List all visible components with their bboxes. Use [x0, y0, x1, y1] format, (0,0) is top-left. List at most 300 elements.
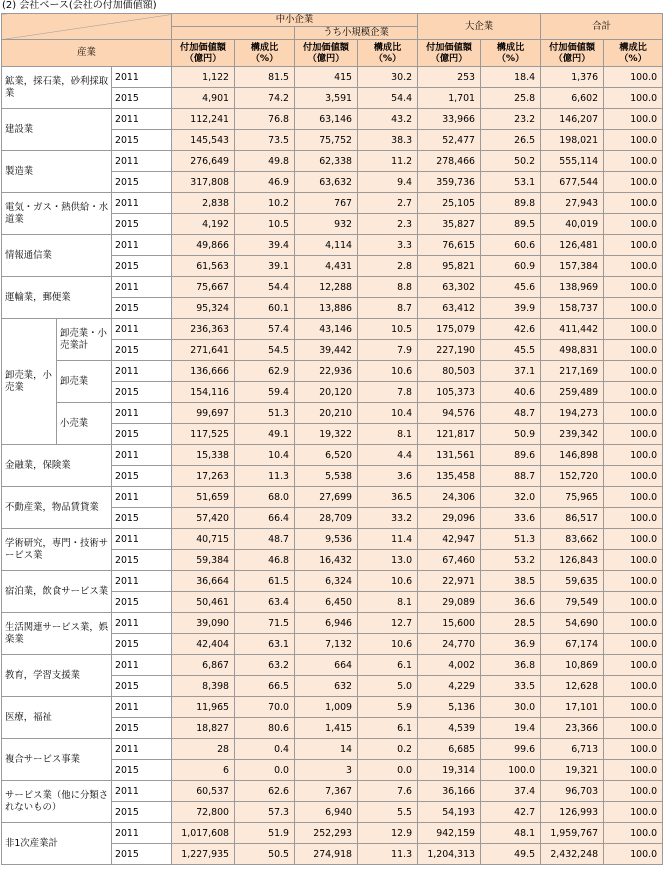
year-cell: 2011	[112, 193, 172, 214]
value-cell: 1,415	[295, 718, 358, 739]
value-cell: 6,867	[172, 655, 235, 676]
value-cell: 100.0	[604, 655, 663, 676]
value-cell: 75,965	[541, 487, 604, 508]
value-cell: 19,314	[418, 760, 481, 781]
value-cell: 677,544	[541, 172, 604, 193]
year-cell: 2015	[112, 508, 172, 529]
value-cell: 12,628	[541, 676, 604, 697]
value-cell: 271,641	[172, 340, 235, 361]
value-cell: 22,971	[418, 571, 481, 592]
value-cell: 100.0	[604, 151, 663, 172]
value-cell: 52,477	[418, 130, 481, 151]
value-cell: 42,947	[418, 529, 481, 550]
value-cell: 9.4	[358, 172, 418, 193]
value-cell: 37.1	[481, 361, 541, 382]
value-cell: 32.0	[481, 487, 541, 508]
year-cell: 2011	[112, 613, 172, 634]
value-cell: 28	[172, 739, 235, 760]
value-cell: 57.3	[235, 802, 295, 823]
value-cell: 100.0	[604, 760, 663, 781]
value-cell: 45.5	[481, 340, 541, 361]
value-cell: 100.0	[604, 592, 663, 613]
value-cell: 51,659	[172, 487, 235, 508]
value-cell: 239,342	[541, 424, 604, 445]
value-cell: 8.7	[358, 298, 418, 319]
value-cell: 100.0	[604, 319, 663, 340]
value-cell: 146,898	[541, 445, 604, 466]
value-cell: 10.4	[358, 403, 418, 424]
value-cell: 67,460	[418, 550, 481, 571]
value-cell: 100.0	[604, 109, 663, 130]
value-cell: 48.7	[235, 529, 295, 550]
value-cell: 100.0	[604, 781, 663, 802]
value-cell: 2.7	[358, 193, 418, 214]
value-cell: 359,736	[418, 172, 481, 193]
value-cell: 8.1	[358, 424, 418, 445]
value-cell: 57,420	[172, 508, 235, 529]
value-cell: 74.2	[235, 88, 295, 109]
value-cell: 63,302	[418, 277, 481, 298]
table-body	[2, 67, 663, 865]
value-cell: 19,321	[541, 760, 604, 781]
value-cell: 49.1	[235, 424, 295, 445]
value-cell: 46.8	[235, 550, 295, 571]
table-row	[2, 697, 663, 718]
value-cell: 54.5	[235, 340, 295, 361]
sub-industry-label: 卸売業・小売業計	[57, 319, 112, 361]
table-row	[2, 235, 663, 256]
value-cell: 89.5	[481, 214, 541, 235]
value-cell: 100.0	[604, 403, 663, 424]
value-cell: 49,866	[172, 235, 235, 256]
value-cell: 49.8	[235, 151, 295, 172]
value-cell: 100.0	[604, 424, 663, 445]
value-cell: 317,808	[172, 172, 235, 193]
value-cell: 57.4	[235, 319, 295, 340]
value-cell: 100.0	[604, 445, 663, 466]
value-cell: 100.0	[604, 172, 663, 193]
value-cell: 53.2	[481, 550, 541, 571]
value-cell: 0.4	[235, 739, 295, 760]
year-cell: 2015	[112, 382, 172, 403]
value-cell: 100.0	[604, 88, 663, 109]
year-cell: 2015	[112, 466, 172, 487]
value-cell: 100.0	[604, 214, 663, 235]
value-cell: 29,089	[418, 592, 481, 613]
value-cell: 217,169	[541, 361, 604, 382]
value-cell: 50.9	[481, 424, 541, 445]
industry-label: 金融業，保険業	[2, 445, 112, 487]
value-cell: 39.1	[235, 256, 295, 277]
industry-label: 卸売業，小売業	[2, 319, 57, 445]
industry-label: 建設業	[2, 109, 112, 151]
value-cell: 76,615	[418, 235, 481, 256]
value-cell: 3,591	[295, 88, 358, 109]
value-cell: 51.3	[481, 529, 541, 550]
table-row	[2, 613, 663, 634]
header-ratio-total: 構成比 （%）	[604, 40, 663, 67]
sub-industry-label: 卸売業	[57, 361, 112, 403]
value-cell: 49.5	[481, 844, 541, 865]
year-cell: 2011	[112, 403, 172, 424]
value-cell: 54,193	[418, 802, 481, 823]
value-cell: 0.0	[235, 760, 295, 781]
value-cell: 1,959,767	[541, 823, 604, 844]
year-cell: 2015	[112, 676, 172, 697]
value-cell: 81.5	[235, 67, 295, 88]
value-cell: 136,666	[172, 361, 235, 382]
header-value-total: 付加価値額 （億円）	[541, 40, 604, 67]
value-cell: 100.0	[604, 487, 663, 508]
value-cell: 27,943	[541, 193, 604, 214]
header-ratio-large: 構成比 （%）	[481, 40, 541, 67]
year-cell: 2011	[112, 655, 172, 676]
value-cell: 5.9	[358, 697, 418, 718]
value-cell: 664	[295, 655, 358, 676]
value-cell: 4,002	[418, 655, 481, 676]
value-cell: 36.5	[358, 487, 418, 508]
table-row	[2, 571, 663, 592]
value-cell: 28.5	[481, 613, 541, 634]
header-value-large: 付加価値額 （億円）	[418, 40, 481, 67]
value-cell: 75,752	[295, 130, 358, 151]
value-cell: 7,367	[295, 781, 358, 802]
value-cell: 96,703	[541, 781, 604, 802]
value-cell: 10.5	[358, 319, 418, 340]
value-cell: 29,096	[418, 508, 481, 529]
value-cell: 66.4	[235, 508, 295, 529]
value-cell: 89.6	[481, 445, 541, 466]
value-cell: 23.2	[481, 109, 541, 130]
value-cell: 4,431	[295, 256, 358, 277]
value-cell: 632	[295, 676, 358, 697]
year-cell: 2015	[112, 718, 172, 739]
value-cell: 100.0	[604, 256, 663, 277]
value-cell: 71.5	[235, 613, 295, 634]
year-cell: 2011	[112, 697, 172, 718]
value-cell: 39,090	[172, 613, 235, 634]
value-cell: 12.7	[358, 613, 418, 634]
value-cell: 63.1	[235, 634, 295, 655]
value-cell: 33.5	[481, 676, 541, 697]
header-total: 合計	[541, 14, 663, 40]
value-cell: 4.4	[358, 445, 418, 466]
value-cell: 20,120	[295, 382, 358, 403]
value-cell: 39,442	[295, 340, 358, 361]
table-row	[2, 781, 663, 802]
value-cell: 23,366	[541, 718, 604, 739]
table-row	[2, 277, 663, 298]
year-cell: 2015	[112, 214, 172, 235]
value-cell: 100.0	[481, 760, 541, 781]
value-cell: 7.9	[358, 340, 418, 361]
value-cell: 63.4	[235, 592, 295, 613]
value-cell: 51.9	[235, 823, 295, 844]
value-cell: 126,993	[541, 802, 604, 823]
value-cell: 100.0	[604, 235, 663, 256]
value-cell: 42.6	[481, 319, 541, 340]
value-cell: 100.0	[604, 802, 663, 823]
value-cell: 14	[295, 739, 358, 760]
value-cell: 80.6	[235, 718, 295, 739]
header-sme-spacer	[172, 27, 295, 40]
value-cell: 94,576	[418, 403, 481, 424]
value-cell: 80,503	[418, 361, 481, 382]
value-cell: 126,481	[541, 235, 604, 256]
value-cell: 36.6	[481, 592, 541, 613]
value-cell: 40,715	[172, 529, 235, 550]
value-cell: 100.0	[604, 361, 663, 382]
industry-label: 電気・ガス・熱供給・水道業	[2, 193, 112, 235]
value-cell: 100.0	[604, 130, 663, 151]
value-cell: 50,461	[172, 592, 235, 613]
value-cell: 117,525	[172, 424, 235, 445]
value-cell: 152,720	[541, 466, 604, 487]
value-cell: 50.2	[481, 151, 541, 172]
value-cell: 54,690	[541, 613, 604, 634]
value-cell: 19,322	[295, 424, 358, 445]
value-cell: 15,600	[418, 613, 481, 634]
header-sme: 中小企業	[172, 14, 418, 27]
value-cell: 6,685	[418, 739, 481, 760]
value-cell: 7.6	[358, 781, 418, 802]
value-cell: 63,146	[295, 109, 358, 130]
table-row	[2, 319, 663, 340]
value-cell: 146,207	[541, 109, 604, 130]
value-cell: 42,404	[172, 634, 235, 655]
value-cell: 555,114	[541, 151, 604, 172]
value-cell: 415	[295, 67, 358, 88]
table-row	[2, 151, 663, 172]
value-cell: 51.3	[235, 403, 295, 424]
value-cell: 6,450	[295, 592, 358, 613]
header-ratio-sme: 構成比 （%）	[235, 40, 295, 67]
value-cell: 3.6	[358, 466, 418, 487]
value-cell: 59,384	[172, 550, 235, 571]
value-cell: 7,132	[295, 634, 358, 655]
value-cell: 175,079	[418, 319, 481, 340]
value-cell: 5,538	[295, 466, 358, 487]
value-cell: 95,324	[172, 298, 235, 319]
year-cell: 2011	[112, 319, 172, 340]
value-cell: 19.4	[481, 718, 541, 739]
value-cell: 20,210	[295, 403, 358, 424]
value-cell: 5,136	[418, 697, 481, 718]
value-cell: 278,466	[418, 151, 481, 172]
value-cell: 100.0	[604, 340, 663, 361]
value-cell: 17,263	[172, 466, 235, 487]
value-cell: 4,192	[172, 214, 235, 235]
industry-label: 不動産業，物品賃貸業	[2, 487, 112, 529]
year-cell: 2011	[112, 67, 172, 88]
value-cell: 10.5	[235, 214, 295, 235]
value-cell: 42.7	[481, 802, 541, 823]
value-cell: 10,869	[541, 655, 604, 676]
value-cell: 25.8	[481, 88, 541, 109]
value-cell: 105,373	[418, 382, 481, 403]
header-small: うち小規模企業	[295, 27, 418, 40]
year-cell: 2015	[112, 130, 172, 151]
value-cell: 99.6	[481, 739, 541, 760]
value-cell: 4,539	[418, 718, 481, 739]
value-cell: 154,116	[172, 382, 235, 403]
table-row	[2, 109, 663, 130]
value-cell: 8.1	[358, 592, 418, 613]
value-cell: 126,843	[541, 550, 604, 571]
year-cell: 2011	[112, 487, 172, 508]
industry-label: 複合サービス事業	[2, 739, 112, 781]
year-cell: 2011	[112, 445, 172, 466]
value-cell: 86,517	[541, 508, 604, 529]
value-cell: 4,901	[172, 88, 235, 109]
value-cell: 121,817	[418, 424, 481, 445]
value-cell: 62.6	[235, 781, 295, 802]
value-cell: 33.6	[481, 508, 541, 529]
value-cell: 252,293	[295, 823, 358, 844]
value-cell: 100.0	[604, 529, 663, 550]
value-cell: 131,561	[418, 445, 481, 466]
value-cell: 54.4	[358, 88, 418, 109]
value-cell: 67,174	[541, 634, 604, 655]
value-cell: 13,886	[295, 298, 358, 319]
value-cell: 10.4	[235, 445, 295, 466]
value-cell: 40.6	[481, 382, 541, 403]
value-cell: 236,363	[172, 319, 235, 340]
value-cell: 48.7	[481, 403, 541, 424]
year-cell: 2015	[112, 424, 172, 445]
value-cell: 36,166	[418, 781, 481, 802]
value-cell: 3.3	[358, 235, 418, 256]
value-cell: 2.8	[358, 256, 418, 277]
value-cell: 10.2	[235, 193, 295, 214]
value-cell: 2,432,248	[541, 844, 604, 865]
value-cell: 2,838	[172, 193, 235, 214]
value-cell: 73.5	[235, 130, 295, 151]
value-cell: 135,458	[418, 466, 481, 487]
value-cell: 38.3	[358, 130, 418, 151]
table-row	[2, 361, 663, 382]
value-cell: 62,338	[295, 151, 358, 172]
value-cell: 6,602	[541, 88, 604, 109]
value-cell: 100.0	[604, 382, 663, 403]
value-cell: 59.4	[235, 382, 295, 403]
value-cell: 60.1	[235, 298, 295, 319]
value-cell: 498,831	[541, 340, 604, 361]
year-cell: 2011	[112, 235, 172, 256]
value-cell: 274,918	[295, 844, 358, 865]
header-value-sme: 付加価値額 （億円）	[172, 40, 235, 67]
header-corner	[2, 14, 172, 40]
value-cell: 1,017,608	[172, 823, 235, 844]
header-ratio-small: 構成比 （%）	[358, 40, 418, 67]
value-cell: 33,966	[418, 109, 481, 130]
value-cell: 6,940	[295, 802, 358, 823]
year-cell: 2011	[112, 823, 172, 844]
value-cell: 145,543	[172, 130, 235, 151]
value-cell: 43,146	[295, 319, 358, 340]
value-cell: 30.0	[481, 697, 541, 718]
value-cell: 100.0	[604, 67, 663, 88]
value-cell: 1,376	[541, 67, 604, 88]
table-row	[2, 487, 663, 508]
value-cell: 7.8	[358, 382, 418, 403]
value-cell: 11.3	[358, 844, 418, 865]
value-cell: 6.1	[358, 655, 418, 676]
value-cell: 61,563	[172, 256, 235, 277]
value-cell: 100.0	[604, 550, 663, 571]
year-cell: 2011	[112, 739, 172, 760]
value-cell: 45.6	[481, 277, 541, 298]
value-cell: 0.0	[358, 760, 418, 781]
value-cell: 62.9	[235, 361, 295, 382]
value-cell: 33.2	[358, 508, 418, 529]
value-cell: 1,009	[295, 697, 358, 718]
value-cell: 4,114	[295, 235, 358, 256]
value-cell: 63.2	[235, 655, 295, 676]
table-row	[2, 655, 663, 676]
value-cell: 12.9	[358, 823, 418, 844]
value-cell: 100.0	[604, 508, 663, 529]
value-cell: 28,709	[295, 508, 358, 529]
value-cell: 10.6	[358, 361, 418, 382]
value-cell: 100.0	[604, 697, 663, 718]
value-cell: 6	[172, 760, 235, 781]
value-cell: 100.0	[604, 676, 663, 697]
table-row	[2, 739, 663, 760]
value-cell: 253	[418, 67, 481, 88]
value-cell: 12,288	[295, 277, 358, 298]
value-cell: 60.6	[481, 235, 541, 256]
value-cell: 88.7	[481, 466, 541, 487]
value-cell: 48.1	[481, 823, 541, 844]
industry-label: サービス業（他に分類されないもの）	[2, 781, 112, 823]
value-cell: 6,713	[541, 739, 604, 760]
value-cell: 22,936	[295, 361, 358, 382]
sub-industry-label: 小売業	[57, 403, 112, 445]
value-cell: 100.0	[604, 823, 663, 844]
value-cell: 112,241	[172, 109, 235, 130]
value-cell: 1,122	[172, 67, 235, 88]
value-cell: 2.3	[358, 214, 418, 235]
value-cell: 6,520	[295, 445, 358, 466]
value-cell: 157,384	[541, 256, 604, 277]
year-cell: 2015	[112, 256, 172, 277]
value-cell: 63,632	[295, 172, 358, 193]
table-caption: (2) 会社ベース(会社の付加価値額)	[2, 0, 157, 11]
header-large: 大企業	[418, 14, 541, 40]
value-cell: 100.0	[604, 739, 663, 760]
value-cell: 5.0	[358, 676, 418, 697]
value-cell: 5.5	[358, 802, 418, 823]
value-cell: 50.5	[235, 844, 295, 865]
value-cell: 25,105	[418, 193, 481, 214]
industry-label: 教育，学習支援業	[2, 655, 112, 697]
value-cell: 15,338	[172, 445, 235, 466]
industry-label: 製造業	[2, 151, 112, 193]
year-cell: 2011	[112, 109, 172, 130]
value-cell: 75,667	[172, 277, 235, 298]
value-cell: 37.4	[481, 781, 541, 802]
value-cell: 46.9	[235, 172, 295, 193]
value-cell: 89.8	[481, 193, 541, 214]
value-cell: 43.2	[358, 109, 418, 130]
year-cell: 2015	[112, 634, 172, 655]
value-cell: 24,306	[418, 487, 481, 508]
value-cell: 100.0	[604, 634, 663, 655]
value-cell: 932	[295, 214, 358, 235]
year-cell: 2015	[112, 172, 172, 193]
value-cell: 16,432	[295, 550, 358, 571]
